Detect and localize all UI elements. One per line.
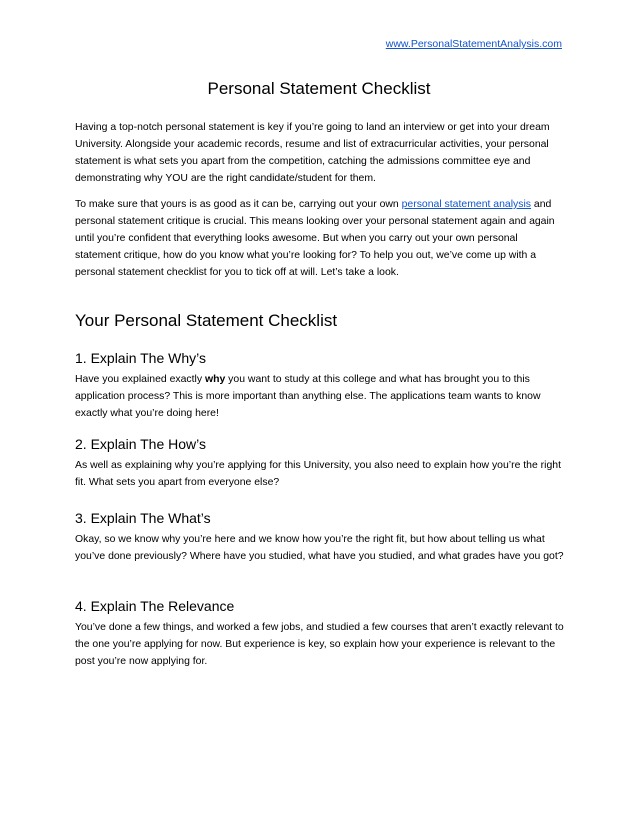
header-website-link[interactable]: www.PersonalStatementAnalysis.com <box>385 38 562 50</box>
checklist-item <box>75 509 565 565</box>
checklist-item-title: 3. Explain The What’s <box>75 510 211 526</box>
checklist-item-title: 4. Explain The Relevance <box>75 598 235 614</box>
checklist-item-text-start: Have you explained exactly <box>75 374 205 385</box>
checklist-item-text: As well as explaining why you’re applying for this University, you also need to explain how you’re the right fit. What sets you apart from everyone else? <box>75 460 561 489</box>
checklist-item <box>75 349 565 422</box>
page-title: Personal Statement Checklist <box>207 79 431 98</box>
checklist-item-title: 2. Explain The How’s <box>75 436 206 452</box>
checklist-item-text: Okay, so we know why you’re here and we know how you’re the right fit, but how about telling us what you’ve done previously? Where have you studied, what have you studied, and what grades have you got? <box>75 534 564 563</box>
checklist-item <box>75 597 565 670</box>
checklist-item-title: 1. Explain The Why’s <box>75 350 206 366</box>
intro-paragraph-2-text-continued: and personal statement critique is crucial. This means looking over your personal statement again and again until you’re confident that everything looks awesome. But when you carry out your own personal statement critique, how do you know what you’re looking for? To help you out, we’ve come up with a personal statement checklist for you to tick off at will. Let’s take a look. <box>75 199 555 279</box>
checklist-item-text <box>75 371 565 422</box>
intro-paragraph-1: Having a top-notch personal statement is key if you’re going to land an interview or get into your dream University. Alongside your academic records, resume and list of extracurricular activities, your personal statement is what sets you apart from the competition, catching the admissions committee eye and demonstrating why YOU are the right candidate/student for them. <box>75 122 550 185</box>
checklist-heading: Your Personal Statement Checklist <box>75 311 338 330</box>
checklist-item-emphasis: why <box>204 374 226 385</box>
intro-paragraph-2 <box>75 196 565 281</box>
checklist-item-text: You’ve done a few things, and worked a few jobs, and studied a few courses that aren’t exactly relevant to the one you’re applying for now. But experience is key, so explain how your experience is relevant to the post you’re now applying for. <box>75 622 564 668</box>
checklist-item <box>75 435 565 491</box>
checklist-item-text-end: you want to study at this college and what has brought you to this application process? This is more important than anything else. The applications team wants to know exactly what you’re doing here! <box>75 374 541 420</box>
personal-statement-analysis-link[interactable]: personal statement analysis <box>401 199 532 210</box>
intro-paragraph-2-text: To make sure that yours is as good as it can be, carrying out your own <box>75 199 402 210</box>
